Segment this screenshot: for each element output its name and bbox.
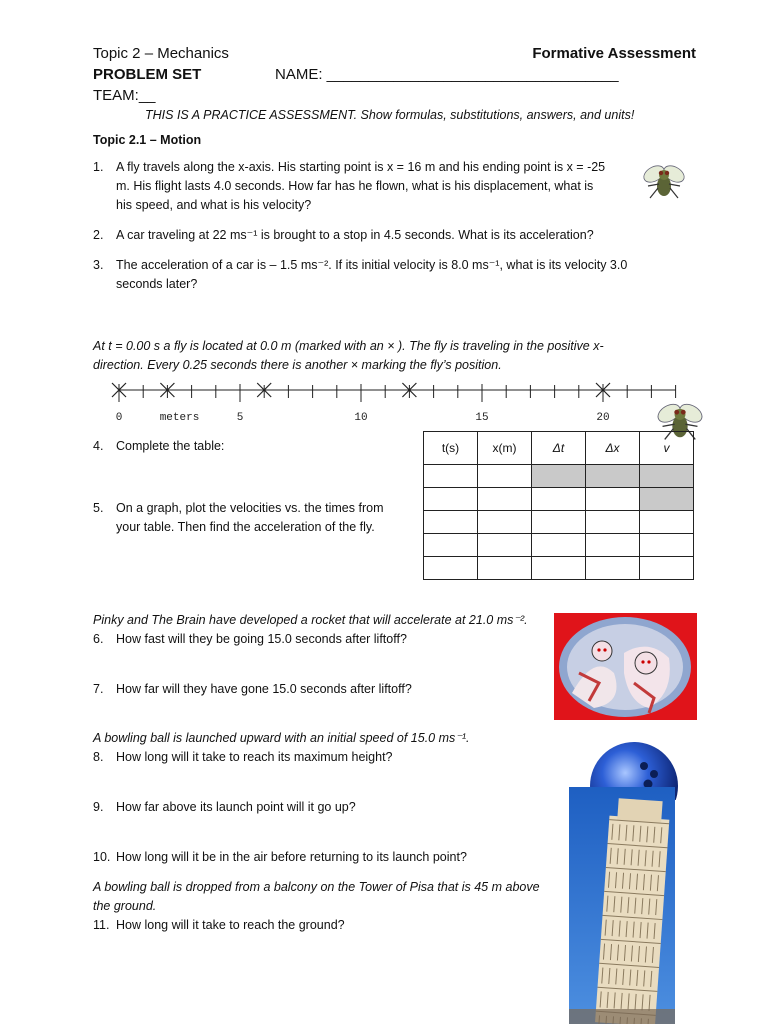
leaning-tower-image [569, 787, 675, 1024]
table-header-v: v [640, 432, 694, 465]
table-cell[interactable] [424, 557, 478, 580]
team-field-label: TEAM:__ [93, 87, 156, 104]
question-3 [93, 256, 683, 296]
problem-set-label: PROBLEM SET [93, 66, 202, 83]
cartoon-image [554, 613, 697, 720]
table-cell[interactable] [478, 557, 532, 580]
number-line-label: 0 [115, 412, 123, 424]
table-cell[interactable] [424, 511, 478, 534]
table-cell[interactable] [478, 511, 532, 534]
table-cell[interactable] [586, 465, 640, 488]
question-number: 9. [93, 800, 104, 814]
data-table [423, 431, 694, 580]
pisa-intro-line: the ground. [93, 899, 157, 913]
question-8 [93, 748, 543, 768]
rocket-intro: Pinky and The Brain have developed a rocket that will accelerate at 21.0 ms⁻². [93, 613, 528, 627]
number-line-label: meters [159, 412, 200, 424]
question-text: How far will they have gone 15.0 seconds after liftoff? [116, 682, 412, 696]
name-field-label: NAME: ___________________________________ [275, 66, 619, 83]
question-text-line: A fly travels along the x-axis. His starting point is x = 16 m and his ending point is x = -25 [116, 160, 606, 174]
question-text: How long will it take to reach its maximum height? [116, 750, 393, 764]
table-cell[interactable] [532, 488, 586, 511]
question-text: Complete the table: [116, 439, 225, 453]
table-cell[interactable] [532, 534, 586, 557]
table-cell[interactable] [478, 534, 532, 557]
topic-title: Topic 2 – Mechanics [93, 45, 229, 62]
assessment-title: Formative Assessment [532, 45, 696, 62]
question-9 [93, 798, 543, 818]
practice-note: THIS IS A PRACTICE ASSESSMENT. Show formulas, substitutions, answers, and units! [145, 108, 635, 122]
question-text: How long will it be in the air before returning to its launch point? [116, 850, 467, 864]
question-number: 3. [93, 258, 104, 272]
fly-intro [93, 337, 683, 375]
fly-intro-line: At t = 0.00 s a fly is located at 0.0 m (marked with an × ). The fly is traveling in the positive x- [93, 339, 604, 353]
question-text-line: your table. Then find the acceleration of the fly. [116, 520, 375, 534]
question-number: 8. [93, 750, 104, 764]
question-2 [93, 226, 653, 246]
table-cell[interactable] [586, 488, 640, 511]
question-11 [93, 916, 543, 936]
table-cell[interactable] [586, 534, 640, 557]
question-5 [93, 499, 413, 539]
question-text: How fast will they be going 15.0 seconds after liftoff? [116, 632, 407, 646]
table-row [424, 488, 694, 511]
table-cell[interactable] [640, 511, 694, 534]
number-line-label: 10 [354, 412, 368, 424]
table-cell[interactable] [640, 465, 694, 488]
table-header-dt: Δt [532, 432, 586, 465]
table-header-row [424, 432, 694, 465]
question-text-line: his speed, and what is his velocity? [116, 198, 312, 212]
question-number: 7. [93, 682, 104, 696]
table-cell[interactable] [478, 488, 532, 511]
table-cell[interactable] [532, 557, 586, 580]
table-cell[interactable] [640, 557, 694, 580]
question-number: 1. [93, 160, 104, 174]
question-text-line: The acceleration of a car is – 1.5 ms⁻². If its initial velocity is 8.0 ms⁻¹, what is its velocity 3.0 [116, 258, 628, 272]
table-cell[interactable] [532, 511, 586, 534]
table-header-dx: Δx [586, 432, 640, 465]
number-line-label: 20 [596, 412, 610, 424]
question-text: How far above its launch point will it go up? [116, 800, 356, 814]
question-text: A car traveling at 22 ms⁻¹ is brought to a stop in 4.5 seconds. What is its acceleration? [116, 228, 594, 242]
pisa-intro-line: A bowling ball is dropped from a balcony on the Tower of Pisa that is 45 m above [93, 880, 540, 894]
question-number: 5. [93, 501, 104, 515]
table-row [424, 557, 694, 580]
table-header-t: t(s) [424, 432, 478, 465]
table-cell[interactable] [586, 557, 640, 580]
question-6 [93, 630, 543, 650]
table-row [424, 511, 694, 534]
section-title: Topic 2.1 – Motion [93, 133, 202, 147]
question-number: 6. [93, 632, 104, 646]
question-10 [93, 848, 543, 868]
table-header-x: x(m) [478, 432, 532, 465]
question-4 [93, 437, 393, 457]
fly-intro-line: direction. Every 0.25 seconds there is another × marking the fly’s position. [93, 358, 502, 372]
pisa-intro [93, 878, 563, 916]
number-line-label: 15 [475, 412, 489, 424]
question-text: How long will it take to reach the ground? [116, 918, 345, 932]
question-number: 11. [93, 918, 110, 932]
table-cell[interactable] [586, 511, 640, 534]
table-cell[interactable] [424, 465, 478, 488]
question-number: 2. [93, 228, 104, 242]
table-cell[interactable] [640, 488, 694, 511]
question-text-line: seconds later? [116, 277, 198, 291]
fly-icon [642, 160, 686, 204]
number-line-label: 5 [236, 412, 244, 424]
number-line [100, 378, 690, 430]
question-text-line: m. His flight lasts 4.0 seconds. How far has he flown, what is his displacement, what is [116, 179, 594, 193]
table-cell[interactable] [532, 465, 586, 488]
table-cell[interactable] [424, 534, 478, 557]
table-row [424, 465, 694, 488]
question-number: 4. [93, 439, 104, 453]
table-row [424, 534, 694, 557]
question-1 [93, 158, 628, 218]
question-number: 10. [93, 850, 111, 864]
table-cell[interactable] [640, 534, 694, 557]
table-cell[interactable] [424, 488, 478, 511]
question-text-line: On a graph, plot the velocities vs. the times from [116, 501, 384, 515]
bowling-intro: A bowling ball is launched upward with an initial speed of 15.0 ms⁻¹. [93, 731, 470, 745]
question-7 [93, 680, 543, 700]
table-cell[interactable] [478, 465, 532, 488]
